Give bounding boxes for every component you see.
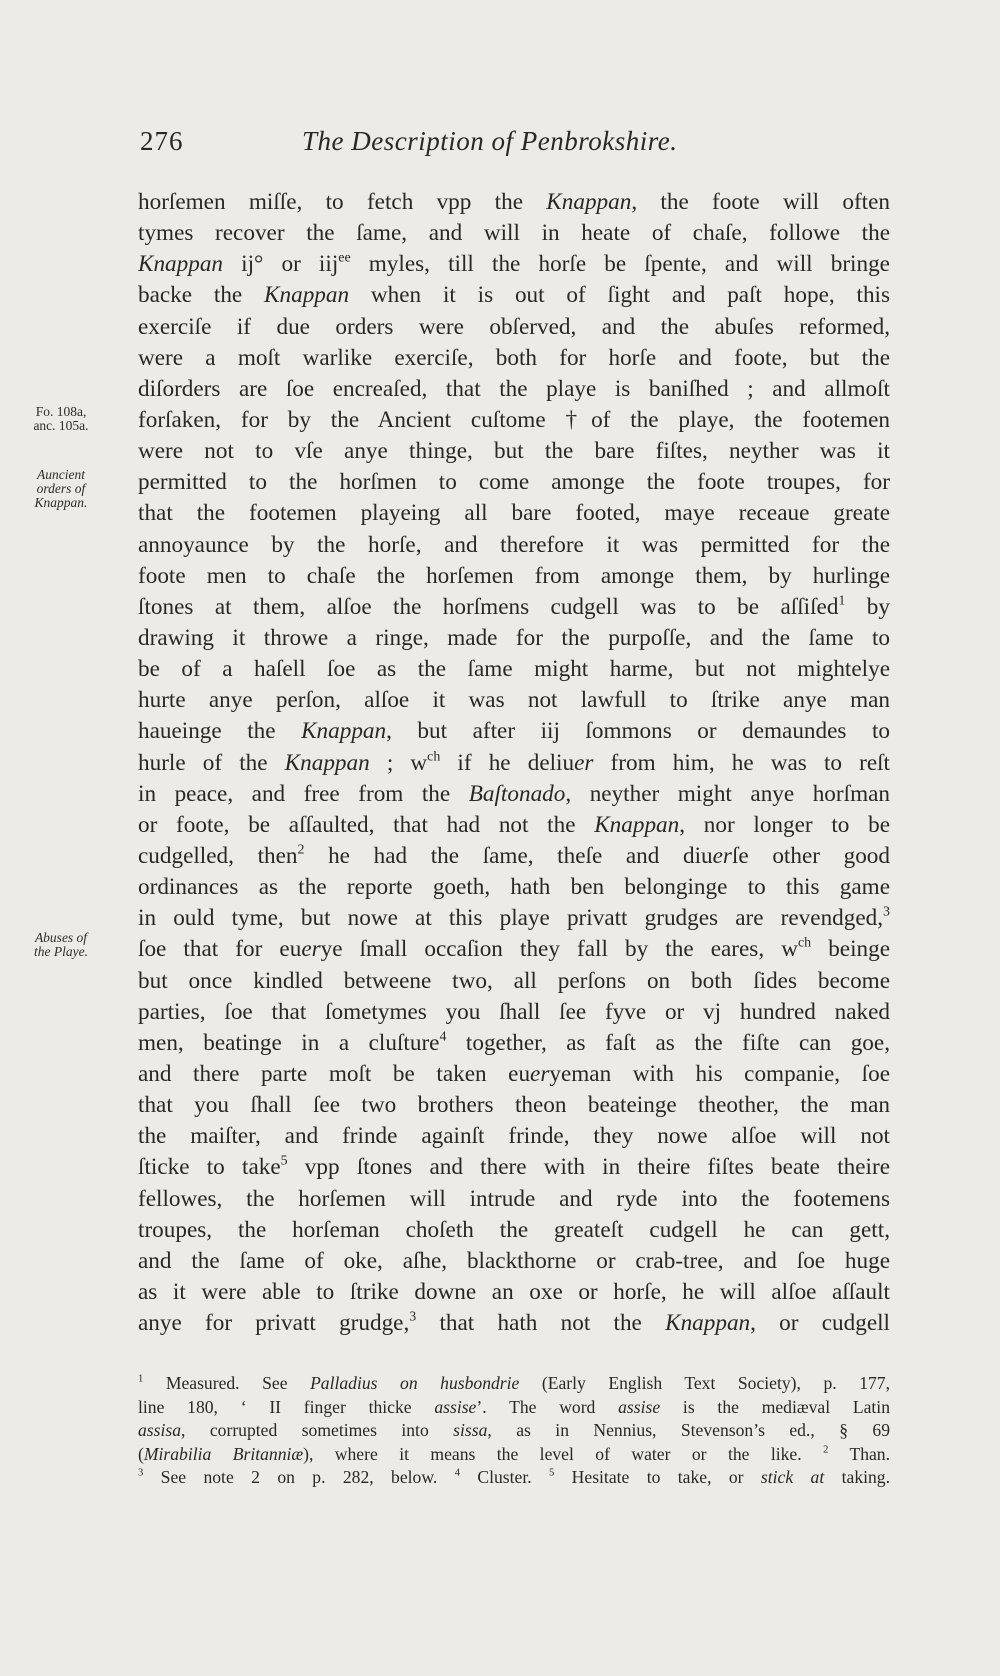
text-line: the maiſter, and frinde againſt frinde, they nowe alſoe will not	[138, 1123, 890, 1150]
margin-note-line: Abuses of	[34, 930, 88, 945]
margin-note-line: the Playe.	[34, 944, 88, 959]
footnotes	[138, 1372, 890, 1490]
text-line: and there parte moſt be taken eueryeman with his companie, ſoe	[138, 1060, 890, 1087]
margin-note-auncient-orders	[16, 468, 106, 510]
text-line: that the footemen playeing all bare footed, maye receaue greate	[138, 500, 890, 527]
text-line: backe the Knappan when it is out of ſight and paſt hope, this	[138, 282, 890, 309]
margin-note-abuses	[16, 931, 106, 959]
footnote-line: $^3$ See note 2 on p. 282, below. $^4$ Cluster. $^5$ Hesitate to take, or stick at taking.	[138, 1467, 890, 1488]
text-line: tymes recover the ſame, and will in heate of chaſe, followe the	[138, 220, 890, 247]
text-line: forſaken, for by the Ancient cuſtome †of the playe, the footemen	[138, 406, 890, 433]
text-line: cudgelled, then$^2$ he had the ſame, theſe and diuerſe other good	[138, 842, 890, 869]
margin-note-line: anc. 105a.	[33, 418, 89, 433]
text-line: annoyaunce by the horſe, and therefore it was permitted for the	[138, 531, 890, 558]
text-line: were a moſt warlike exerciſe, both for horſe and foote, but the	[138, 344, 890, 371]
margin-note-line: Fo. 108a,	[35, 404, 87, 419]
running-title: The Description of Penbrokshire.	[302, 126, 678, 156]
text-line: exerciſe if due orders were obſerved, and the abuſes reformed,	[138, 313, 890, 340]
text-line: hurte anye perſon, alſoe it was not lawfull to ſtrike anye man	[138, 687, 890, 714]
page-header	[0, 126, 1000, 166]
text-line: as it were able to ſtrike downe an oxe or horſe, he will alſoe aſſault	[138, 1278, 890, 1305]
text-line: parties, ſoe that ſometymes you ſhall ſee fyve or vj hundred naked	[138, 998, 890, 1025]
text-line: hurle of the Knappan ; $w^{ch}$ if he deliuer from him, he was to reſt	[138, 748, 890, 776]
text-line: haueinge the Knappan, but after iij ſommons or demaundes to	[138, 718, 890, 745]
text-line: in ould tyme, but nowe at this playe privatt grudges are revendged,$^3$	[138, 904, 890, 932]
text-line: Knappan ij° or iij$^{ee}$ myles, till the horſe be ſpente, and will bringe	[138, 250, 890, 278]
text-line: ordinances as the reporte goeth, hath ben belonginge to this game	[138, 874, 890, 901]
margin-note-line: Auncient	[37, 467, 85, 482]
text-line: in peace, and free from the Baſtonado, neyther might anye horſman	[138, 780, 890, 807]
text-line: were not to vſe anye thinge, but the bare fiſtes, neyther was it	[138, 438, 890, 465]
text-line: and the ſame of oke, aſhe, blackthorne or crab-tree, and ſoe huge	[138, 1247, 890, 1274]
footnote-line: (Mirabilia Britanniæ), where it means the level of water or the like. $^2$ Than.	[138, 1443, 890, 1464]
text-line: or foote, be aſſaulted, that had not the Knappan, nor longer to be	[138, 811, 890, 838]
margin-note-folio	[16, 405, 106, 433]
page-number: 276	[140, 126, 184, 156]
margin-note-line: Knappan.	[34, 495, 88, 510]
footnote-line: assisa, corrupted sometimes into sissa, as in Nennius, Stevenson’s ed., § 69	[138, 1420, 890, 1441]
text-line: be of a haſell ſoe as the ſame might harme, but not mightelye	[138, 656, 890, 683]
text-line: horſemen miſſe, to fetch vpp the Knappan, the foote will often	[138, 189, 890, 215]
text-line: but once kindled betweene two, all perſons on both ſides become	[138, 967, 890, 994]
text-line: drawing it throwe a ringe, made for the purpoſſe, and the ſame to	[138, 624, 890, 651]
text-line: foote men to chaſe the horſemen from amonge them, by hurlinge	[138, 562, 890, 589]
text-line: that you ſhall ſee two brothers theon beateinge theother, the man	[138, 1092, 890, 1119]
text-line: ſoe that for euerye ſmall occaſion they fall by the eares, $w^{ch}$ beinge	[138, 935, 890, 963]
body-text	[138, 187, 890, 1339]
footnote-line: $^1$ Measured. See Palladius on husbondrie (Early English Text Society), p. 177,	[138, 1373, 890, 1393]
margin-note-line: orders of	[36, 481, 86, 496]
text-line: ſticke to take$^5$ vpp ſtones and there with in theire fiſtes beate theire	[138, 1153, 890, 1181]
text-line: men, beatinge in a cluſture$^4$ together, as faſt as the fiſte can goe,	[138, 1029, 890, 1056]
text-line: ſtones at them, alſoe the horſmens cudgell was to be aſſiſed$^1$ by	[138, 593, 890, 620]
text-line: fellowes, the horſemen will intrude and ryde into the footemens	[138, 1185, 890, 1212]
text-line: permitted to the horſmen to come amonge the foote troupes, for	[138, 469, 890, 496]
text-line: anye for privatt grudge,$^3$ that hath not the Knappan, or cudgell	[138, 1309, 890, 1337]
footnote-line: line 180, ‘ II finger thicke assise’. The word assise is the mediæval Latin	[138, 1396, 890, 1417]
text-line: diſorders are ſoe encreaſed, that the playe is baniſhed ; and allmoſt	[138, 375, 890, 402]
text-line: troupes, the horſeman choſeth the greateſt cudgell he can gett,	[138, 1216, 890, 1243]
